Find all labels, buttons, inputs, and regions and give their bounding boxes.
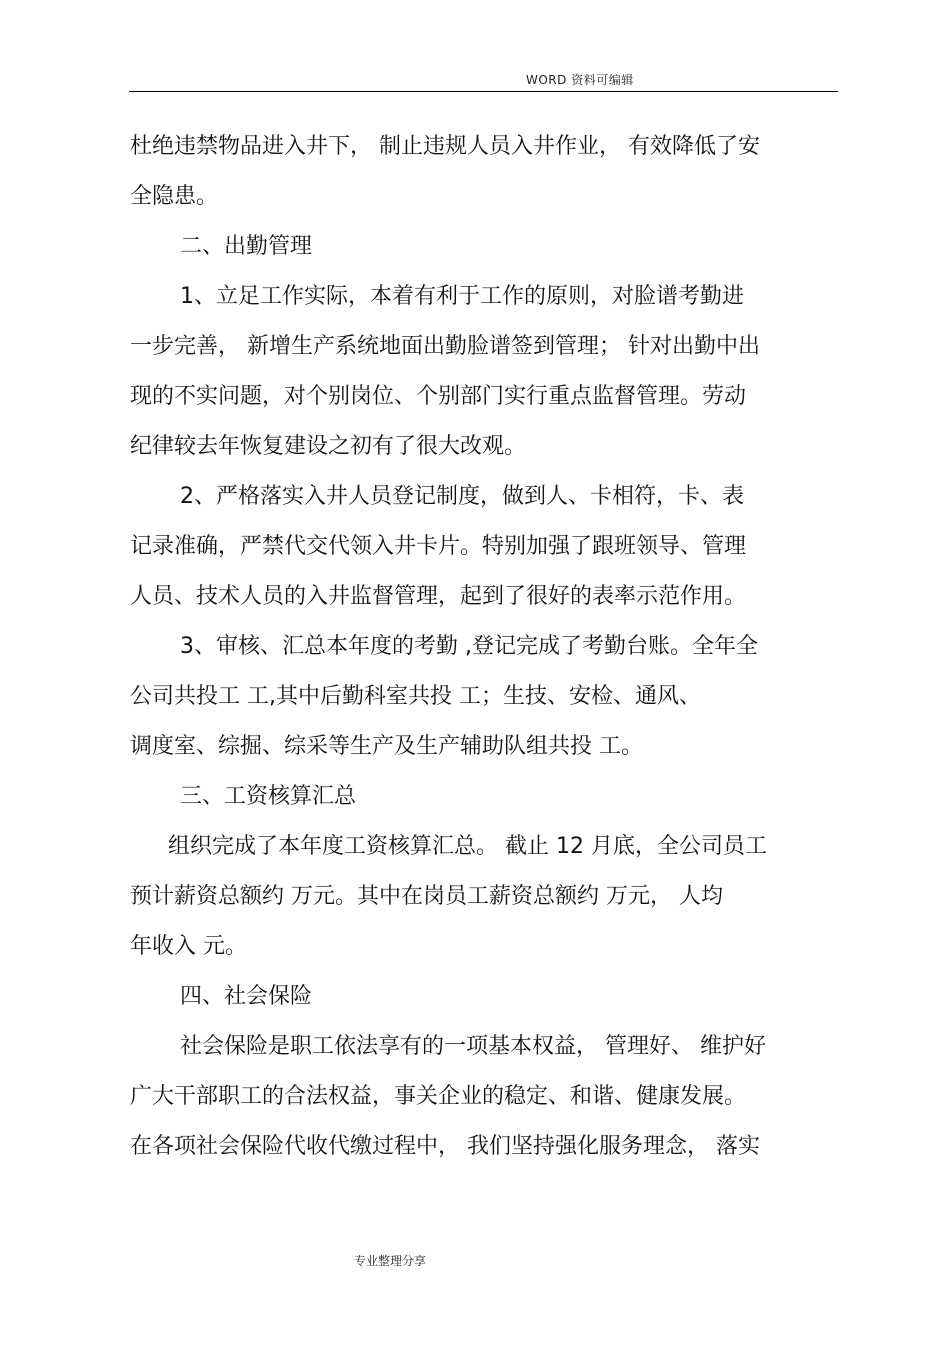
- body-line: 组织完成了本年度工资核算汇总。 截止 12 月底，全公司员工: [168, 834, 767, 859]
- body-line: 记录准确，严禁代交代领入井卡片。特别加强了跟班领导、管理: [130, 534, 747, 559]
- body-line: 全隐患。: [130, 184, 219, 209]
- body-line: 社会保险是职工依法享有的一项基本权益， 管理好、 维护好: [180, 1034, 766, 1059]
- body-line: 调度室、综掘、综采等生产及生产辅助队组共投 工。: [130, 734, 643, 759]
- section-heading: 三、工资核算汇总: [180, 784, 357, 809]
- footer-text: 专业整理分享: [354, 1254, 427, 1268]
- body-line: 年收入 元。: [130, 934, 247, 959]
- body-line: 在各项社会保险代收代缴过程中， 我们坚持强化服务理念， 落实: [130, 1134, 760, 1159]
- header-rule: [129, 91, 838, 92]
- body-line: 现的不实问题，对个别岗位、个别部门实行重点监督管理。劳动: [130, 384, 747, 409]
- header-text: WORD 资料可编辑: [526, 73, 634, 87]
- section-heading: 四、社会保险: [180, 984, 313, 1009]
- body-line: 人员、技术人员的入井监督管理，起到了很好的表率示范作用。: [130, 584, 747, 609]
- body-line: 广大干部职工的合法权益，事关企业的稳定、和谐、健康发展。: [130, 1084, 747, 1109]
- body-line: 公司共投工 工,其中后勤科室共投 工；生技、安检、通风、: [130, 684, 701, 709]
- section-heading: 二、出勤管理: [180, 234, 313, 259]
- body-line: 3、审核、汇总本年度的考勤 ,登记完成了考勤台账。全年全: [180, 634, 758, 659]
- body-line: 纪律较去年恢复建设之初有了很大改观。: [130, 434, 527, 459]
- body-line: 杜绝违禁物品进入井下， 制止违规人员入井作业， 有效降低了安: [130, 134, 760, 159]
- body-line: 一步完善， 新增生产系统地面出勤脸谱签到管理； 针对出勤中出: [130, 334, 760, 359]
- body-line: 预计薪资总额约 万元。其中在岗员工薪资总额约 万元， 人均: [130, 884, 723, 909]
- body-line: 1、立足工作实际，本着有利于工作的原则，对脸谱考勤进: [180, 284, 744, 309]
- body-line: 2、严格落实入井人员登记制度，做到人、卡相符，卡、表: [180, 484, 744, 509]
